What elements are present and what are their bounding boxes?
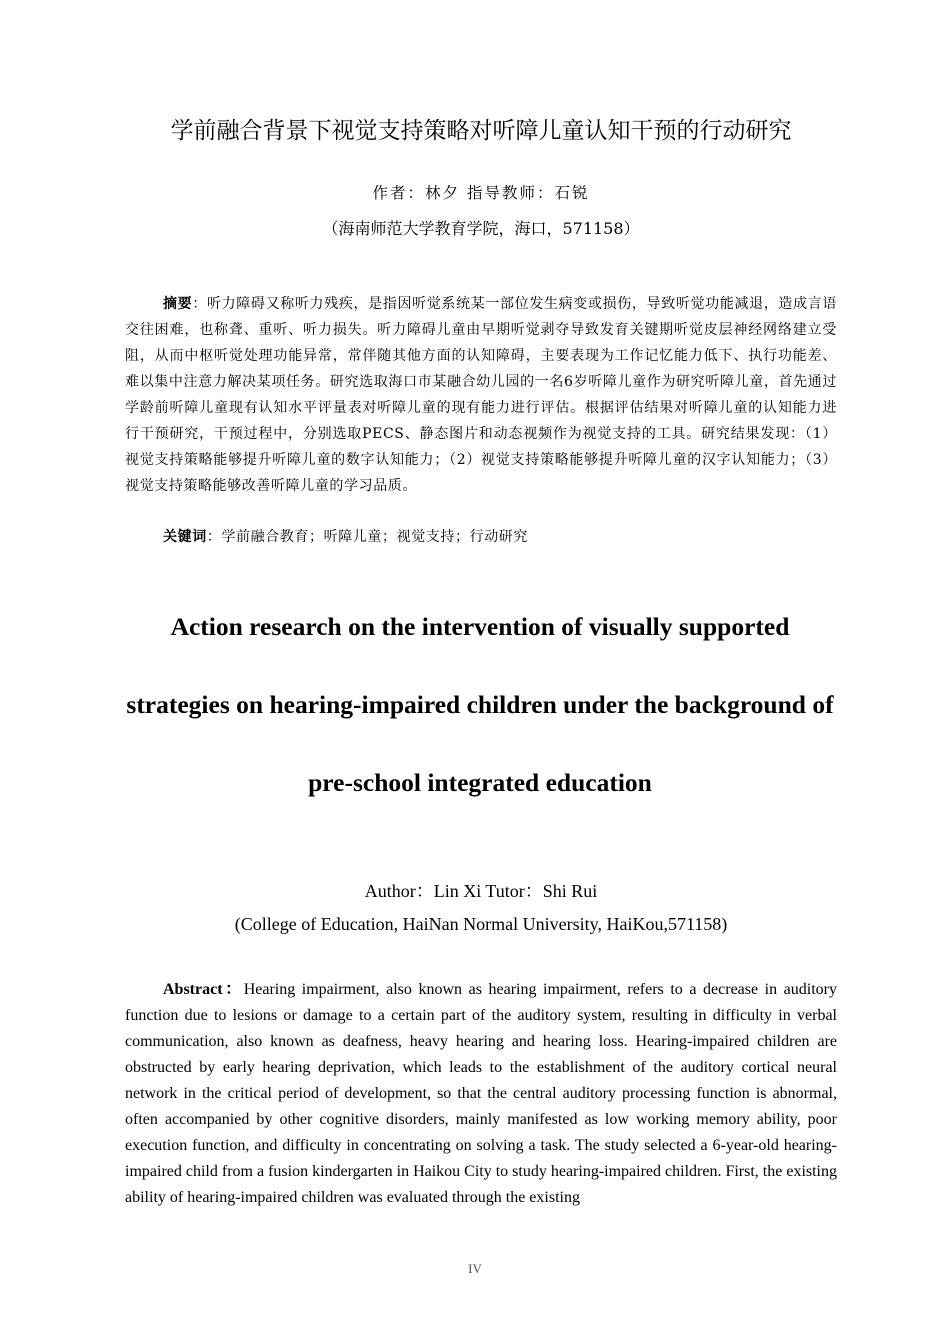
english-abstract-label: Abstract： — [163, 981, 244, 998]
chinese-abstract-label: 摘要 — [163, 296, 193, 312]
chinese-title: 学前融合背景下视觉支持策略对听障儿童认知干预的行动研究 — [170, 118, 792, 144]
english-abstract-text: Hearing impairment, also known as hearing impairment, refers to a decrease in auditory function due to lesions or damage to a certain part of the auditory system, resulting in difficulty in verbal communication, also known as deafness, heavy hearing and hearing loss. Hearing-impaired children are obstructed by early hearing deprivation, which leads to the establishment of the auditory cortical neural network in the critical period of development, so that the central auditory processing function is abnormal, often accompanied by other cognitive disorders, mainly manifested as low working memory ability, poor execution function, and difficulty in concentrating on solving a task. The study selected a 6-year-old hearing-impaired child from a fusion kindergarten in Haikou City to study hearing-impaired children. First, the existing ability of hearing-impaired children was evaluated through the existing — [125, 981, 837, 1206]
page-number: IV — [468, 1261, 482, 1276]
english-title-line-2: strategies on hearing-impaired children under the background of — [126, 690, 834, 719]
english-title — [110, 588, 850, 822]
english-affiliation: (College of Education, HaiNan Normal University, HaiKou,571158) — [234, 914, 728, 934]
english-author-line: Author：Lin Xi Tutor：Shi Rui — [364, 881, 598, 901]
english-title-line-3: pre-school integrated education — [308, 768, 652, 797]
chinese-keywords — [125, 524, 837, 550]
chinese-keywords-text: ：学前融合教育；听障儿童；视觉支持；行动研究 — [206, 529, 529, 545]
chinese-affiliation: （海南师范大学教育学院，海口，571158） — [322, 219, 640, 238]
english-title-line-1: Action research on the intervention of visually supported — [170, 612, 790, 641]
chinese-author-line: 作者：林夕 指导教师：石锐 — [372, 184, 590, 202]
chinese-abstract — [125, 291, 837, 499]
english-abstract — [125, 977, 837, 1211]
chinese-keywords-label: 关键词 — [163, 529, 207, 545]
chinese-abstract-text: ：听力障碍又称听力残疾，是指因听觉系统某一部位发生病变或损伤，导致听觉功能减退，造成言语交往困难，也称聋、重听、听力损失。听力障碍儿童由早期听觉剥夺导致发育关键期听觉皮层神经网络建立受阻，从而中枢听觉处理功能异常，常伴随其他方面的认知障碍，主要表现为工作记忆能力低下、执行功能差、难以集中注意力解决某项任务。研究选取海口市某融合幼儿园的一名6岁听障儿童作为研究听障儿童，首先通过学龄前听障儿童现有认知水平评量表对听障儿童的现有能力进行评估。根据评估结果对听障儿童的认知能力进行干预研究，干预过程中，分别选取PECS、静态图片和动态视频作为视觉支持的工具。研究结果发现：（1）视觉支持策略能够提升听障儿童的数字认知能力；（2）视觉支持策略能够提升听障儿童的汉字认知能力；（3）视觉支持策略能够改善听障儿童的学习品质。 — [125, 296, 837, 494]
